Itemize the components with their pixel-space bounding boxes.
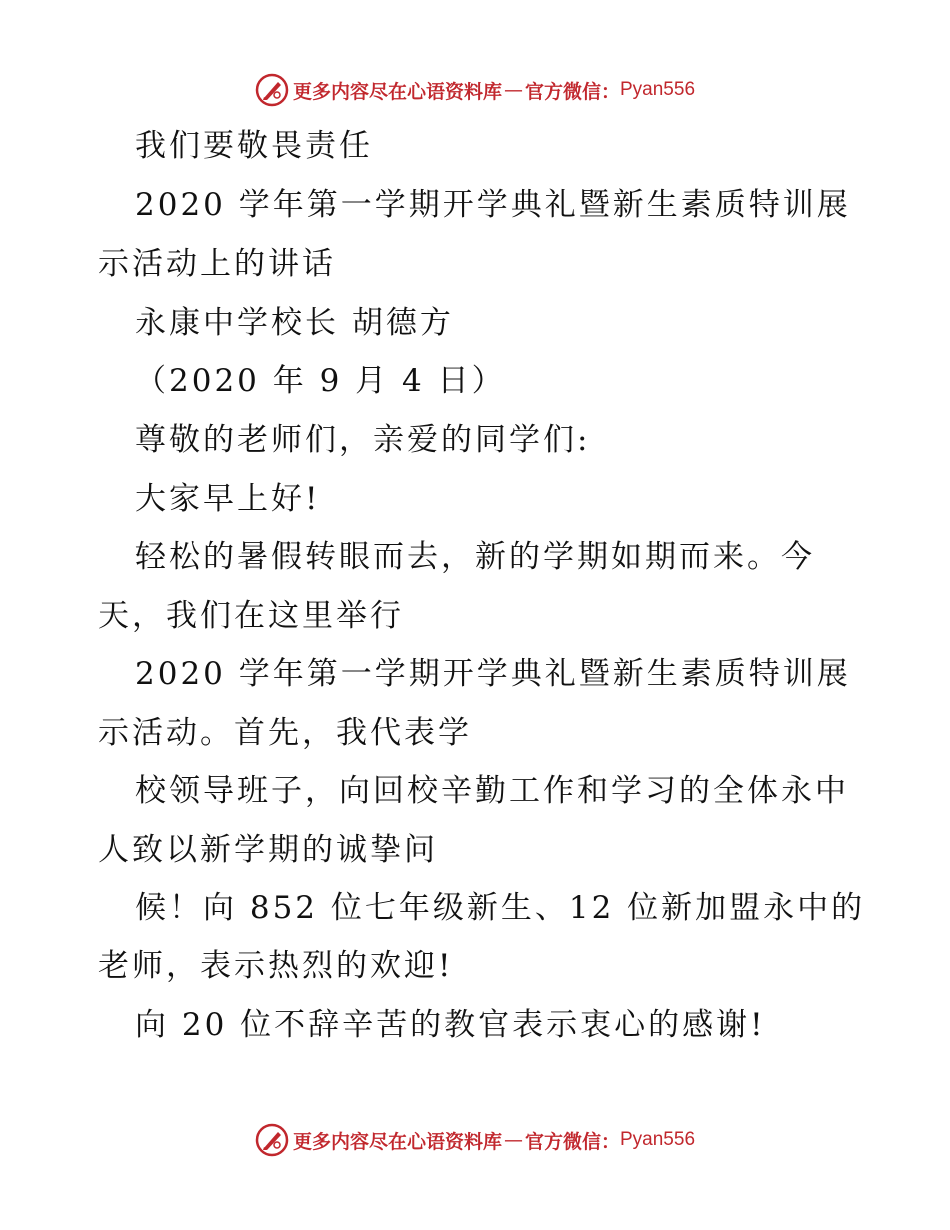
greeting-line: 大家早上好! xyxy=(135,481,321,517)
paragraph-line: 人致以新学期的诚挚问 xyxy=(98,832,438,868)
watermark-wechat-label: 官方微信： xyxy=(524,1130,620,1153)
watermark-separator: — xyxy=(503,79,523,101)
watermark-wechat-id: Pyan556 xyxy=(620,79,696,100)
paragraph-line: 候！向 852 位七年级新生、12 位新加盟永中的 xyxy=(135,890,866,926)
watermark-wechat-id: Pyan556 xyxy=(620,1129,696,1150)
paragraph-line: 老师，表示热烈的欢迎! xyxy=(98,948,454,984)
watermark-wechat-label: 官方微信： xyxy=(524,80,620,103)
salutation-line: 尊敬的老师们，亲爱的同学们: xyxy=(135,422,591,458)
paragraph-line: 示活动。首先，我代表学 xyxy=(98,715,472,751)
speaker-line: 永康中学校长 胡德方 xyxy=(135,305,454,341)
watermark-separator: — xyxy=(503,1129,523,1151)
date-line: （2020 年 9 月 4 日） xyxy=(135,363,506,399)
paragraph-line: 天，我们在这里举行 xyxy=(98,598,404,634)
paragraph-line: 轻松的暑假转眼而去，新的学期如期而来。今 xyxy=(135,539,815,575)
event-title-line-2: 示活动上的讲话 xyxy=(98,246,336,282)
event-title-line-1: 2020 学年第一学期开学典礼暨新生素质特训展 xyxy=(135,187,851,223)
paragraph-line: 校领导班子，向回校辛勤工作和学习的全体永中 xyxy=(135,773,849,809)
feather-pen-logo-icon xyxy=(255,73,289,107)
paragraph-line: 2020 学年第一学期开学典礼暨新生素质特训展 xyxy=(135,656,851,692)
document-title: 我们要敬畏责任 xyxy=(135,128,373,164)
watermark-text: 更多内容尽在心语资料库 xyxy=(292,80,502,103)
paragraph-line: 向 20 位不辞辛苦的教官表示衷心的感谢! xyxy=(135,1007,766,1043)
watermark-header xyxy=(0,70,950,110)
watermark-footer xyxy=(0,1120,950,1160)
watermark-text: 更多内容尽在心语资料库 xyxy=(292,1130,502,1153)
feather-pen-logo-icon xyxy=(255,1123,289,1157)
